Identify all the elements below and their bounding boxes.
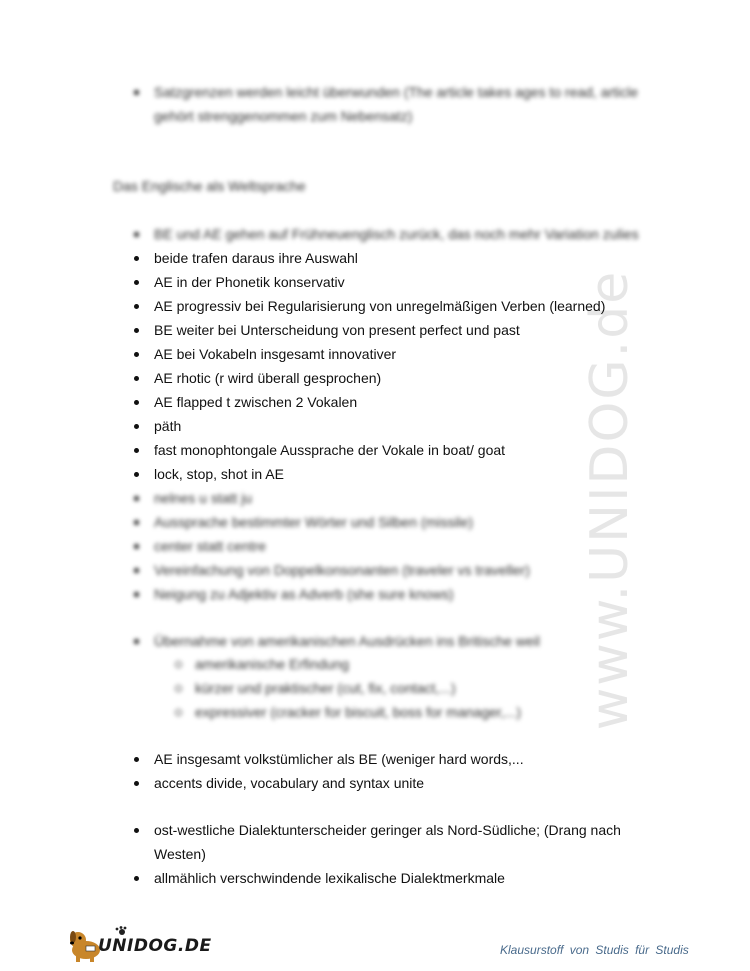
list-item-text: AE bei Vokabeln insgesamt innovativer [154,346,397,362]
list-item-text: center statt centre [154,538,267,554]
list-item [132,866,642,890]
list-item [132,318,652,342]
list-item [132,390,652,414]
list-item-text: BE weiter bei Unterscheidung von present perfect und past [154,322,520,338]
bullet-icon [134,448,139,453]
list-item [132,747,642,771]
list-item-text: lock, stop, shot in AE [154,466,284,482]
list-item [132,80,642,128]
list-item-text: AE flapped t zwischen 2 Vokalen [154,394,358,410]
list-item [132,534,652,558]
sub-list-item [173,652,633,676]
list-item-text: allmählich verschwindende lexikalische Dialektmerkmale [154,870,505,886]
list-item-text: AE insgesamt volkstümlicher als BE (weniger hard words,... [154,751,524,767]
bullet-icon [134,424,139,429]
sub-list-item [173,700,633,724]
list-item-text: Satzgrenzen werden leicht überwunden (The article takes ages to read, article gehört strenggenommen zum Nebensatz) [154,84,639,124]
list-item [132,438,652,462]
list-item [132,818,642,866]
list-item-text: Aussprache bestimmter Wörter und Silben (missile) [154,514,473,530]
list-item [132,558,652,582]
list-item [132,222,652,246]
list-item [132,629,642,653]
circle-bullet-icon [175,709,182,716]
list-item-text: fast monophtongale Aussprache der Vokale in boat/ goat [154,442,506,458]
bullet-icon [134,400,139,405]
list-item [132,342,652,366]
sub-bullet-list-reasons [173,652,633,724]
list-item-text: accents divide, vocabulary and syntax unite [154,775,425,791]
bullet-list-differences [132,222,652,606]
list-item [132,294,652,318]
list-item [132,771,642,795]
bullet-icon [134,496,139,501]
bullet-icon [134,376,139,381]
list-item [132,270,652,294]
bullet-icon [134,876,139,881]
section-heading: Das Englische als Weltsprache [113,178,306,194]
bullet-icon [134,256,139,261]
list-item-text: ost-westliche Dialektunterscheider geringer als Nord-Südliche; (Drang nach Westen) [154,822,621,862]
bullet-icon [134,568,139,573]
circle-bullet-icon [175,661,182,668]
logo-text: UNIDOG.DE [98,936,212,956]
bullet-icon [134,781,139,786]
list-item [132,414,652,438]
bullet-list-intro [132,80,642,128]
list-item-text: AE progressiv bei Regularisierung von unregelmäßigen Verben (learned) [154,298,606,314]
list-item-text: Neigung zu Adjektiv as Adverb (she sure knows) [154,586,454,602]
bullet-icon [134,828,139,833]
watermark: www.UNIDOG.de [580,269,640,731]
list-item [132,462,652,486]
list-item-text: nelnes u statt ju [154,490,253,506]
list-item [132,366,652,390]
bullet-list-summary [132,747,642,795]
list-item-text: beide trafen daraus ihre Auswahl [154,250,358,266]
list-item-text: AE rhotic (r wird überall gesprochen) [154,370,382,386]
list-item [132,246,652,270]
bullet-icon [134,280,139,285]
bullet-list-dialects [132,818,642,890]
list-item-text: kürzer und praktischer (cut, fix, contact,...) [195,680,456,696]
bullet-icon [134,757,139,762]
list-item-text: päth [154,418,182,434]
bullet-icon [134,639,139,644]
bullet-icon [134,328,139,333]
paw-icon [116,926,127,935]
list-item [132,510,652,534]
list-item [132,582,652,606]
bullet-icon [134,232,139,237]
bullet-icon [134,520,139,525]
bullet-icon [134,304,139,309]
bullet-icon [134,544,139,549]
list-item-text: BE und AE gehen auf Frühneuenglisch zurück, das noch mehr Variation zulies [154,226,639,242]
list-item-text: expressiver (cracker for biscuit, boss for manager,...) [195,704,521,720]
bullet-icon [134,592,139,597]
footer-tagline: Klausurstoff von Studis für Studis [500,943,689,957]
bullet-icon [134,90,139,95]
list-item-text: Vereinfachung von Doppelkonsonanten (traveler vs traveller) [154,562,530,578]
list-item [132,486,652,510]
bullet-icon [134,352,139,357]
dog-mascot-icon [70,931,100,962]
sub-list-item [173,676,633,700]
bullet-list-adoption [132,629,642,653]
list-item-text: AE in der Phonetik konservativ [154,274,345,290]
bullet-icon [134,472,139,477]
circle-bullet-icon [175,685,182,692]
list-item-text: amerikanische Erfindung [195,656,350,672]
list-item-text: Übernahme von amerikanischen Ausdrücken ins Britische weil [154,633,540,649]
